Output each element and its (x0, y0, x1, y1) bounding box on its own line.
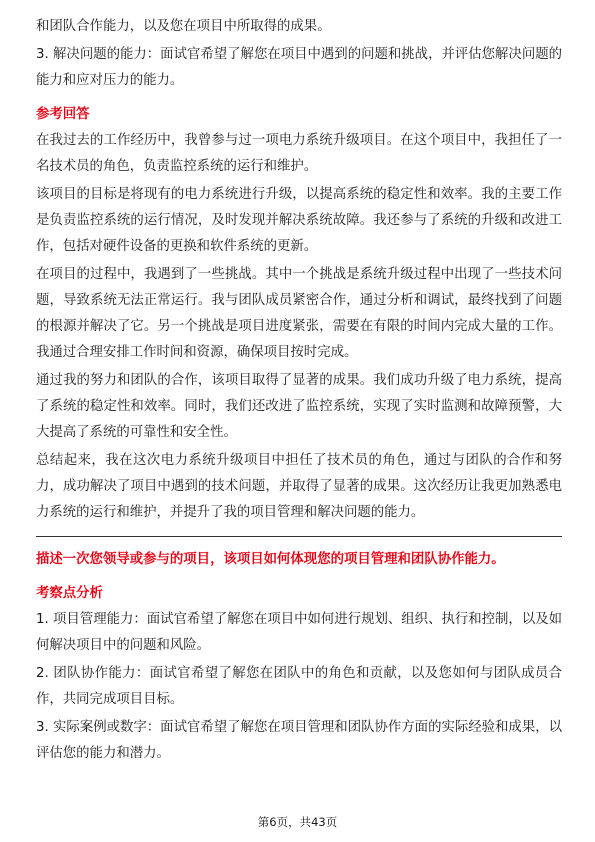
answer-paragraph: 总结起来，我在这次电力系统升级项目中担任了技术员的角色，通过与团队的合作和努力，成功解决了项目中遇到的技术问题，并取得了显著的成果。这次经历让我更加熟悉电力系统的运行和维护，并提升了我的项目管理和解决问题的能力。 (36, 453, 562, 520)
analysis-point: 1. 项目管理能力：面试官希望了解您在项目中如何进行规划、组织、执行和控制，以及如何解决项目中的问题和风险。 (36, 612, 562, 653)
answer-paragraph: 该项目的目标是将现有的电力系统进行升级，以提高系统的稳定性和效率。我的主要工作是负责监控系统的运行情况，及时发现并解决系统故障。我还参与了系统的升级和改进工作，包括对硬件设备的更换和软件系统的更新。 (36, 187, 562, 254)
top-text-line: 和团队合作能力，以及您在项目中所取得的成果。 (36, 19, 331, 34)
question-title: 描述一次您领导或参与的项目，该项目如何体现您的项目管理和团队协作能力。 (36, 552, 505, 567)
analysis-heading: 考察点分析 (36, 586, 103, 601)
page-content (36, 14, 562, 769)
analysis-point: 3. 实际案例或数字：面试官希望了解您在项目管理和团队协作方面的实际经验和成果，以评估您的能力和潜力。 (36, 720, 562, 761)
top-text-line: 3. 解决问题的能力：面试官希望了解您在项目中遇到的问题和挑战，并评估您解决问题的能力和应对压力的能力。 (36, 47, 562, 88)
analysis-point: 2. 团队协作能力：面试官希望了解您在团队中的角色和贡献，以及您如何与团队成员合作，共同完成项目目标。 (36, 666, 562, 707)
section-divider (36, 536, 562, 537)
answer-paragraph: 在我过去的工作经历中，我曾参与过一项电力系统升级项目。在这个项目中，我担任了一名技术员的角色，负责监控系统的运行和维护。 (36, 133, 562, 174)
page-footer: 第6页，共43页 (257, 815, 338, 829)
answer-paragraph: 在项目的过程中，我遇到了一些挑战。其中一个挑战是系统升级过程中出现了一些技术问题，导致系统无法正常运行。我与团队成员紧密合作，通过分析和调试，最终找到了问题的根源并解决了它。另一个挑战是项目进度紧张，需要在有限的时间内完成大量的工作。我通过合理安排工作时间和资源，确保项目按时完成。 (36, 267, 562, 360)
answer-heading: 参考回答 (36, 107, 90, 122)
answer-paragraph: 通过我的努力和团队的合作，该项目取得了显著的成果。我们成功升级了电力系统，提高了系统的稳定性和效率。同时，我们还改进了监控系统，实现了实时监测和故障预警，大大提高了系统的可靠性和安全性。 (36, 373, 562, 440)
